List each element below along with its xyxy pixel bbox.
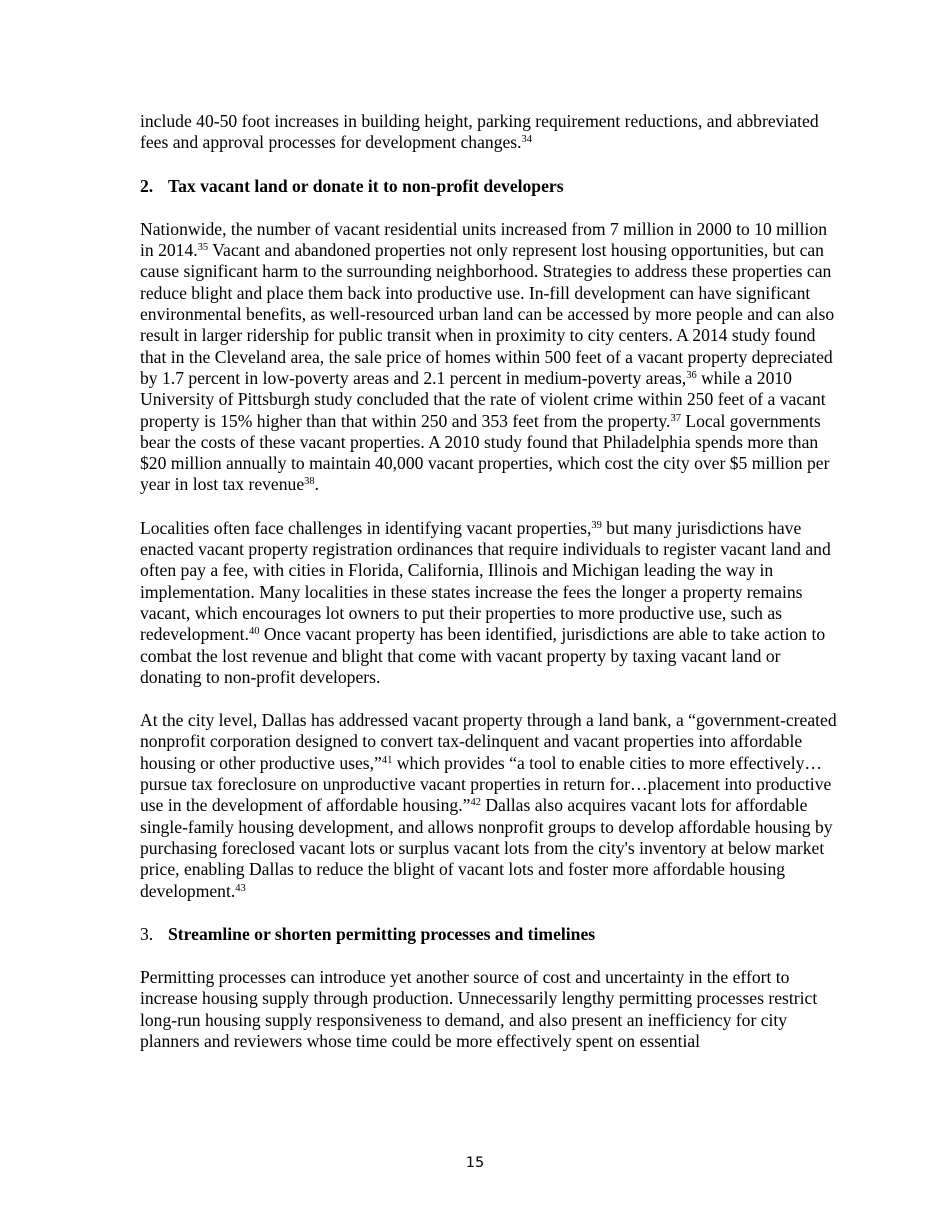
footnote-ref[interactable]: 42 — [470, 797, 481, 809]
section-number: 3. — [140, 923, 154, 944]
paragraph-permitting — [140, 967, 840, 1052]
footnote-ref[interactable]: 39 — [591, 519, 602, 531]
footnote-ref[interactable]: 41 — [381, 754, 393, 766]
footnote-ref[interactable]: 36 — [686, 369, 697, 381]
footnote-ref[interactable]: 40 — [248, 626, 260, 638]
page-number: 15 — [465, 1155, 485, 1171]
paragraph-text: while a 2010 University of Pittsburgh study concluded that the rate of violent crime within 250 feet of a vacant property is 15% higher than that within 250 and 353 feet from the property. — [140, 367, 826, 431]
paragraph-text: Once vacant property has been identified, jurisdictions are able to take action to combat the lost revenue and blight that come with vacant property by taxing vacant land or donating to non-profit developers. — [140, 624, 826, 687]
paragraph-text: Localities often face challenges in identifying vacant properties, — [140, 517, 592, 538]
footnote-ref[interactable]: 35 — [197, 242, 209, 254]
paragraph-dallas — [140, 710, 840, 902]
intro-paragraph — [140, 111, 840, 154]
paragraph-vacant-units — [140, 219, 840, 496]
paragraph-text: At the city level, Dallas has addressed vacant property through a land bank, a “government-created nonprofit corporation designed to convert tax-delinquent and vacant properties into affordable housing or other productive uses,” — [140, 710, 837, 773]
paragraph-text: which provides “a tool to enable cities to more effectively…pursue tax foreclosure on unproductive vacant properties in return for…placement into productive use in the development of affordable housing.” — [140, 752, 832, 816]
footnote-ref[interactable]: 34 — [521, 134, 533, 146]
paragraph-text: Permitting processes can introduce yet another source of cost and uncertainty in the effort to increase housing supply through production. Unnecessarily lengthy permitting processes restrict long-run housing supply responsiveness to demand, and also present an inefficiency for city planners and reviewers whose time could be more effectively spent on essential — [140, 967, 818, 1051]
section-number: 2. — [140, 175, 154, 196]
intro-text: include 40-50 foot increases in building height, parking requirement reductions, and abbreviated fees and approval processes for development changes. — [140, 111, 819, 153]
paragraph-text: Nationwide, the number of vacant residential units increased from 7 million in 2000 to 10 million in 2014. — [140, 218, 827, 261]
section-title: Tax vacant land or donate it to non-profit developers — [168, 175, 564, 196]
section-heading-3 — [140, 924, 840, 945]
section-heading-2 — [140, 176, 840, 197]
paragraph-text: but many jurisdictions have enacted vacant property registration ordinances that require individuals to register vacant land and often pay a fee, with cities in Florida, California, Illinois and Michigan leading the way in implementation. Many localities in these states increase the fees the longer a property remains vacant, which encourages lot owners to put their properties to more productive use, such as redevelopment. — [140, 517, 831, 645]
footnote-ref[interactable]: 37 — [670, 412, 681, 424]
section-title: Streamline or shorten permitting processes and timelines — [168, 923, 596, 944]
footnote-ref[interactable]: 38 — [304, 476, 315, 488]
paragraph-localities — [140, 518, 840, 688]
paragraph-text: Vacant and abandoned properties not only represent lost housing opportunities, but can cause significant harm to the surrounding neighborhood. Strategies to address these properties can reduce blight and place them back into productive use. In-fill development can have significant environmental benefits, as well-resourced urban land can be accessed by more people and can also result in larger ridership for public transit when in proximity to city centers. A 2014 study found that in the Cleveland area, the sale price of homes within 500 feet of a vacant property depreciated by 1.7 percent in low-poverty areas and 2.1 percent in medium-poverty areas, — [140, 240, 835, 388]
footnote-ref[interactable]: 43 — [235, 882, 246, 894]
page-content — [140, 111, 840, 1052]
paragraph-text: Dallas also acquires vacant lots for affordable single-family housing development, and allows nonprofit groups to develop affordable housing by purchasing foreclosed vacant lots or surplus vacant lots from the city's inventory at below market price, enabling Dallas to reduce the blight of vacant lots and foster more affordable housing development. — [140, 795, 833, 901]
paragraph-text: Local governments bear the costs of these vacant properties. A 2010 study found that Philadelphia spends more than $20 million annually to maintain 40,000 vacant properties, which cost the city over $5 million per year in lost tax revenue — [140, 410, 830, 495]
paragraph-text: . — [314, 474, 320, 495]
